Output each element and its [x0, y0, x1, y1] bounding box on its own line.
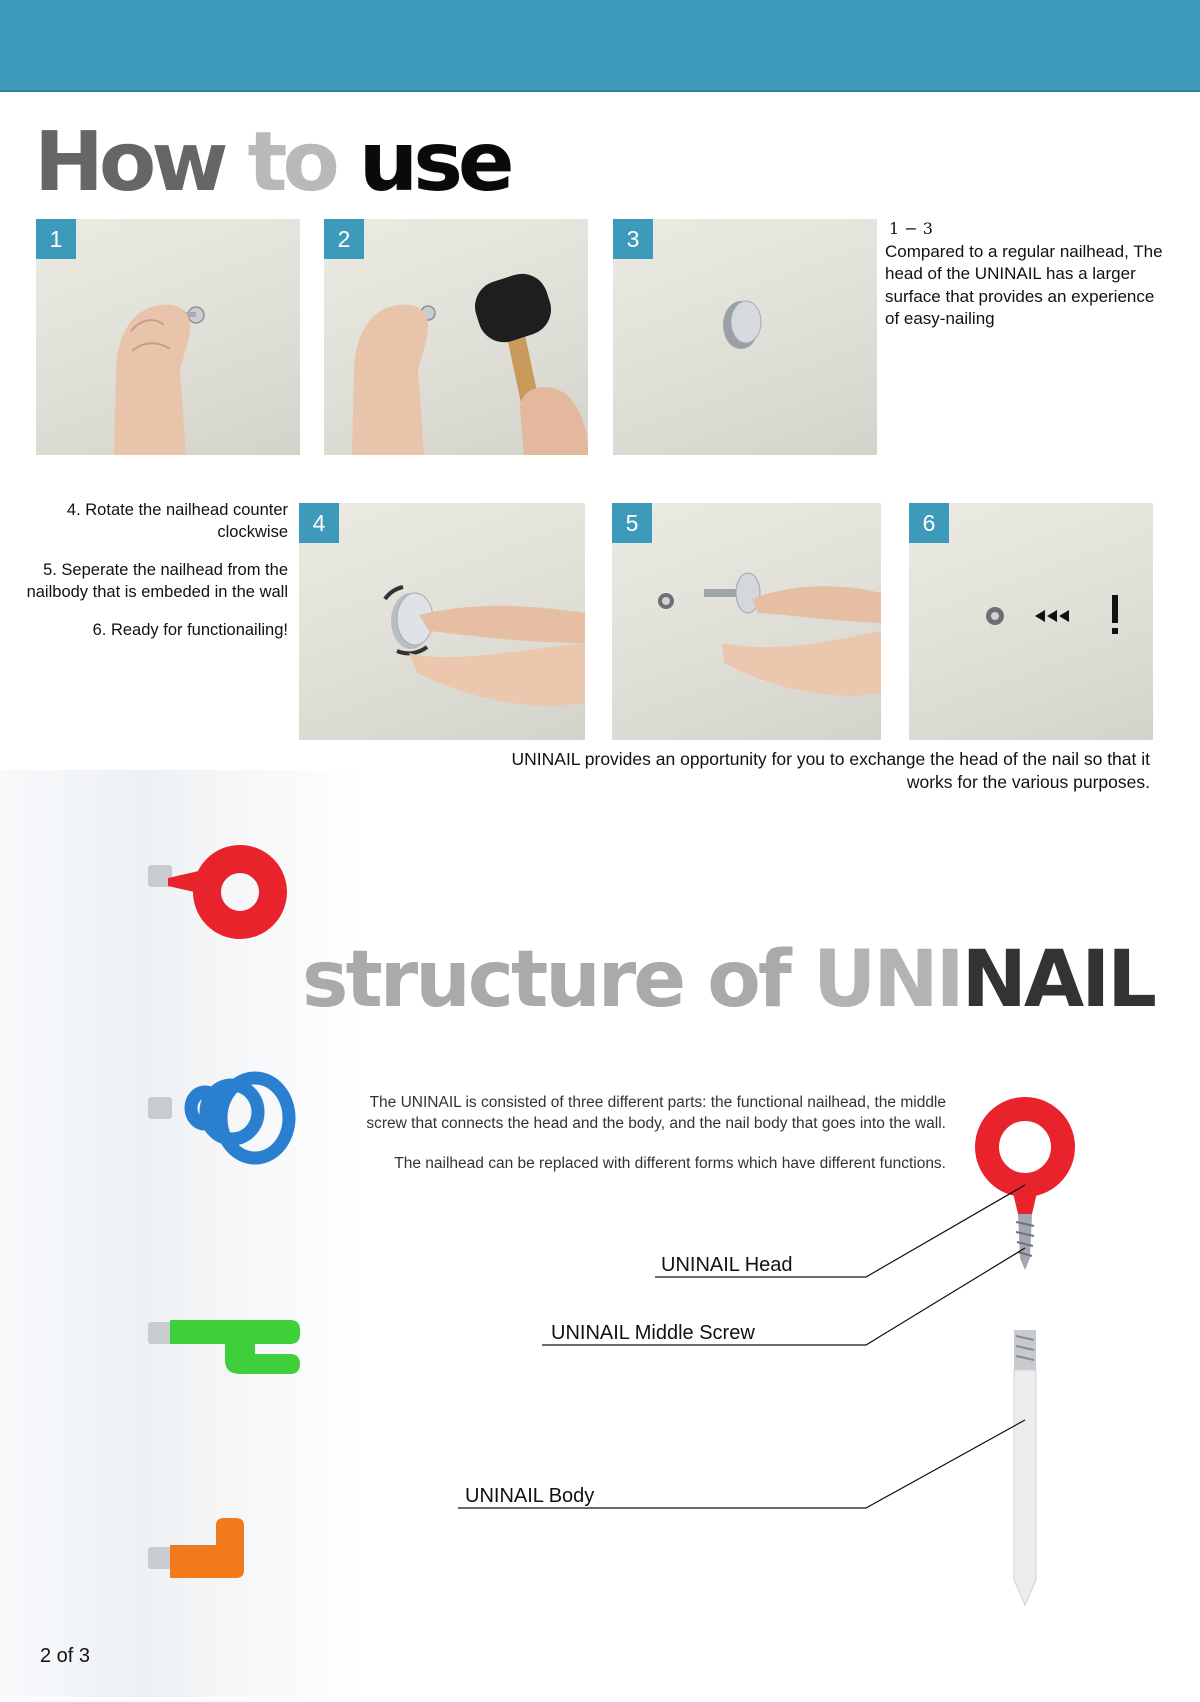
leader-lines: [458, 1185, 1025, 1508]
part-label-head: UNINAIL Head: [661, 1254, 793, 1276]
part-label-body: UNINAIL Body: [465, 1485, 595, 1507]
step-3-badge: 3: [613, 219, 653, 259]
diagram-red-ring: [987, 1109, 1063, 1214]
title-word-how: How: [34, 115, 224, 210]
step-1-badge: 1: [36, 219, 76, 259]
step-5-text: 5. Seperate the nailhead from the nailbody that is embeded in the wall: [26, 561, 288, 601]
title-word-use: use: [358, 115, 510, 210]
note-text: Compared to a regular nailhead, The head of the UNINAIL has a larger surface that provides an experience of easy-nailing: [885, 241, 1163, 328]
note-range: 1 − 3: [889, 219, 933, 238]
step-2-badge: 2: [324, 219, 364, 259]
step-5-badge: 5: [612, 503, 652, 543]
structure-title-nail: NAIL: [961, 935, 1154, 1025]
structure-title-uni: UNI: [812, 935, 962, 1025]
part-label-middle-screw: UNINAIL Middle Screw: [551, 1322, 755, 1344]
step-4-text: 4. Rotate the nailhead counter clockwise: [66, 501, 288, 541]
description-paragraph-2: The nailhead can be replaced with different forms which have different functions.: [394, 1155, 946, 1172]
exchange-statement: UNINAIL provides an opportunity for you to exchange the head of the nail so that it works for the various purposes.: [511, 749, 1150, 792]
step-6-badge: 6: [909, 503, 949, 543]
title-word-to: to: [247, 115, 335, 210]
diagram-middle-screw: [1016, 1214, 1034, 1270]
structure-title-prefix: structure of: [302, 935, 813, 1025]
step-4-badge: 4: [299, 503, 339, 543]
step-6-text: 6. Ready for functionailing!: [92, 621, 288, 639]
description-paragraph-1: The UNINAIL is consisted of three different parts: the functional nailhead, the middle screw that connects the head and the body, and the nail body that goes into the wall.: [366, 1094, 946, 1132]
page-number: 2 of 3: [40, 1645, 91, 1667]
diagram-nail-body: [1014, 1330, 1036, 1605]
